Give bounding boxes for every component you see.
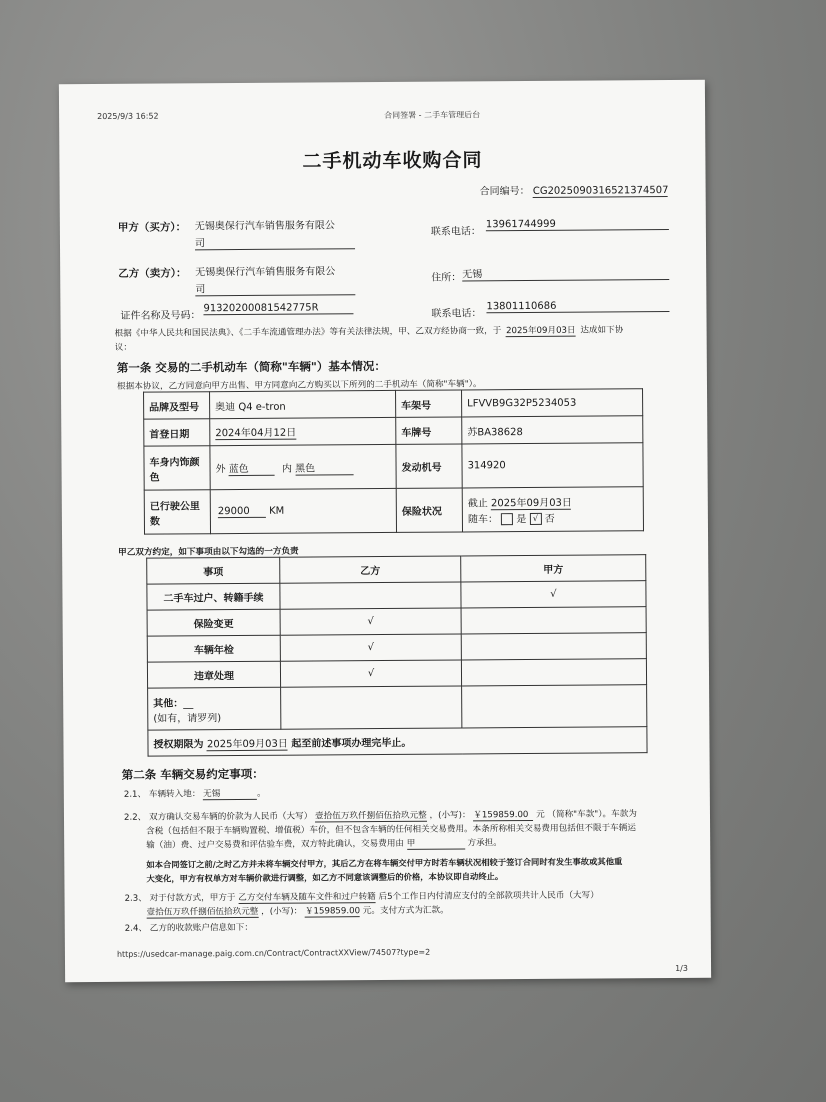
party-a-label: 甲方（买方）： (117, 221, 187, 234)
clause-2-3-lower: ￥159859.00 (304, 906, 361, 917)
clause-2-2-text-e: 输（油）费、过户交易费和评估验车费，双方特此确认，交易费用由 (146, 838, 405, 851)
clause-2-3-text-a: 对于付款方式，甲方于 (149, 893, 236, 904)
contract-title: 二手机动车收购合同 (302, 149, 483, 173)
clause-2-3-text-c: ，(小写)： (261, 906, 303, 917)
cert-label: 证件名称及号码： (120, 310, 201, 322)
color-label-line1: 车身内饰颜 (149, 456, 200, 469)
cert-number: 91320200081542775R (203, 302, 353, 315)
preamble-date: 2025年09月03日 (506, 325, 576, 337)
party-b-name-line1: 无锡奥保行汽车销售服务有限公 (195, 266, 336, 279)
duty-other-label: 其他： (153, 697, 184, 710)
clause-2-2-upper: 壹拾伍万玖仟捌佰伍拾玖元整 (314, 810, 427, 822)
clause-2-2-text-a: 双方确认交易车辆的价款为人民币（大写） (148, 811, 313, 823)
insurance-label: 保险状况 (396, 488, 462, 532)
footer-page-number: 1/3 (675, 963, 688, 973)
clause-2-3-text-b: 后5个工作日内付清应支付的全部款项共计人民币（大写） (378, 890, 599, 903)
clause-2-2-payer: 甲 (407, 836, 465, 849)
authority-label: 授权期限为 (153, 738, 204, 751)
clause-2-4-no: 2.4、 (124, 923, 148, 934)
preamble-tail: 达成如下协 (580, 325, 624, 336)
duty-table (146, 554, 647, 756)
duty-row-party-a: √ (461, 581, 646, 608)
clause-2-1 (124, 787, 266, 801)
with-car-label: 随车： (467, 514, 498, 526)
preamble-line1 (115, 323, 624, 340)
clause-2-2-bold-line1: 如本合同签订之前/之时乙方并未将车辆交付甲方，其后乙方在将车辆交付甲方时若车辆状况相较于签订合同时有发生事故或其他重 (146, 856, 623, 870)
duty-row-item: 二手车过户、转籍手续 (147, 583, 280, 610)
authority-row (148, 727, 647, 756)
clause-2-1-no: 2.1、 (123, 789, 147, 800)
duty-row-party-a (461, 633, 646, 660)
engine-value: 314920 (462, 443, 643, 488)
clause-2-3-line2 (147, 904, 449, 919)
color-exterior: 蓝色 (229, 459, 275, 475)
duty-other-cell (148, 687, 281, 730)
authority-tail: 起至前述事项办理完毕止。 (291, 737, 412, 750)
contract-number-label: 合同编号： (479, 185, 530, 198)
engine-label: 发动机号 (396, 444, 462, 488)
insurance-until-label: 截止 (467, 498, 488, 510)
duty-row-item: 违章处理 (147, 661, 280, 688)
clause-2-1-text: 车辆转入地： (148, 789, 201, 800)
mileage-label-line1: 已行驶公里 (149, 500, 200, 513)
duty-row-party-a (461, 659, 646, 686)
duty-row-party-b: √ (280, 608, 461, 635)
preamble-line2: 议： (114, 342, 132, 353)
clause-2-3-text-d: 元。支付方式为汇款。 (362, 905, 449, 917)
vin-label: 车架号 (396, 390, 462, 417)
clause-2-2-text-c: 元 （简称"车款"）。车款为 (536, 809, 637, 820)
clause-2-1-end: 。 (257, 788, 266, 799)
party-b-address-label: 住所： (431, 272, 462, 284)
duty-intro: 甲乙双方约定，如下事项由以下勾选的一方负责 (118, 546, 299, 558)
clause-2-1-value: 无锡 (203, 787, 257, 800)
party-b-label: 乙方（卖方）： (118, 267, 187, 280)
color-label (144, 446, 210, 490)
preamble-text: 根据《中华人民共和国民法典》、《二手车流通管理办法》等有关法律法规，甲、乙双方经协商一致，于 (114, 326, 502, 339)
print-page-title: 合同签署 - 二手车管理后台 (384, 110, 481, 120)
party-a-phone: 13961744999 (486, 218, 669, 231)
color-int-label: 内 (281, 463, 292, 475)
yes-label: 是 (516, 514, 527, 526)
duty-other-party-a (462, 685, 647, 728)
color-ext-label: 外 (215, 463, 226, 475)
party-a-phone-label: 联系电话： (430, 226, 481, 238)
brand-label: 品牌及型号 (144, 392, 210, 419)
party-b-phone-label: 联系电话： (431, 308, 482, 320)
mileage-cell (210, 488, 396, 533)
print-datetime: 2025/9/3 16:52 (97, 111, 159, 121)
mileage-value: 29000 (218, 505, 266, 517)
plate-label: 车牌号 (396, 417, 462, 444)
duty-other-party-b (281, 686, 462, 729)
clause-2-2-no: 2.2、 (123, 812, 147, 823)
brand-value: 奥迪 Q4 e-tron (210, 390, 396, 418)
clause-2-2-line2: 含税（包括但不限于车辆购置税、增值税）车价，但不包含车辆的任何相关交易费用。本条所称相关交易费用包括但不限于车辆运 (146, 823, 636, 837)
insurance-until-date: 2025年09月03日 (491, 494, 571, 511)
reg-date-cell (210, 417, 396, 445)
party-a-name-line1: 无锡奥保行汽车销售服务有限公 (194, 220, 335, 233)
clause-2-2-bold-line2: 大变化，甲方有权单方对车辆价款进行调整，如乙方不同意该调整后的价格，本协议即自动终止。 (146, 871, 504, 884)
clause-2-4-text: 乙方的收款账户信息如下： (149, 922, 253, 934)
authority-date: 2025年09月03日 (207, 734, 288, 751)
no-label: 否 (544, 513, 555, 525)
clause-2-3-condition: 乙方交付车辆及随车文件和过户转籍 (238, 892, 376, 904)
section-2-title: 第二条 车辆交易约定事项： (121, 766, 264, 782)
vehicle-info-table (143, 388, 644, 534)
section-1-title: 第一条 交易的二手机动车（简称"车辆"）基本情况： (116, 358, 386, 375)
color-interior: 黑色 (295, 459, 353, 475)
mileage-unit: KM (269, 505, 285, 517)
party-b-name-line2: 司 (195, 279, 355, 296)
duty-row-party-b (280, 582, 461, 609)
clause-2-2-lower: ￥159859.00 (473, 808, 533, 821)
contract-number-row (480, 181, 668, 198)
plate-value: 苏BA38628 (462, 416, 643, 444)
duty-row-item: 保险变更 (147, 609, 280, 636)
section-1-intro: 根据本协议，乙方同意向甲方出售、甲方同意向乙方购买以下所列的二手机动车（简称"车辆"）。 (116, 379, 482, 392)
duty-other-blank: __ (183, 697, 194, 709)
mileage-label (144, 490, 210, 534)
duty-row-party-a (461, 607, 646, 634)
yes-checkbox[interactable] (501, 513, 513, 525)
clause-2-2-line3 (146, 836, 502, 851)
contract-page (59, 80, 711, 982)
party-a-name-line2: 司 (195, 233, 355, 250)
duty-other-note: (如有，请罗列) (153, 712, 222, 725)
clause-2-3-line1 (125, 889, 599, 905)
clause-2-2-text-f: 方承担。 (467, 838, 502, 849)
vin-value: LFVVB9G32P5234053 (462, 389, 643, 417)
color-cell (210, 444, 396, 489)
reg-date-label: 首登日期 (144, 419, 210, 446)
party-b-phone: 13801110686 (486, 300, 669, 313)
duty-row-party-b: √ (280, 634, 461, 661)
color-label-line2: 色 (149, 472, 160, 484)
clause-2-2-text-b: ，(小写)： (429, 810, 471, 821)
duty-col-item: 事项 (147, 557, 280, 584)
no-checkbox[interactable]: √ (529, 513, 541, 525)
clause-2-3-no: 2.3、 (124, 893, 147, 904)
duty-row-item: 车辆年检 (147, 635, 280, 662)
contract-number: CG2025090316521374507 (532, 185, 669, 197)
clause-2-3-upper: 壹拾伍万玖仟捌佰伍拾玖元整 (146, 906, 259, 918)
reg-date-value: 2024年04月12日 (215, 424, 296, 441)
mileage-label-line2: 数 (149, 516, 160, 528)
party-b-address: 无锡 (462, 264, 669, 281)
clause-2-4 (125, 921, 253, 934)
footer-url: https://usedcar-manage.paig.com.cn/Contract/ContractXXView/74507?type=2 (116, 947, 431, 959)
duty-col-party-a: 甲方 (461, 555, 646, 582)
insurance-cell (462, 487, 643, 532)
duty-col-party-b: 乙方 (280, 556, 461, 583)
duty-row-party-b: √ (280, 660, 461, 687)
